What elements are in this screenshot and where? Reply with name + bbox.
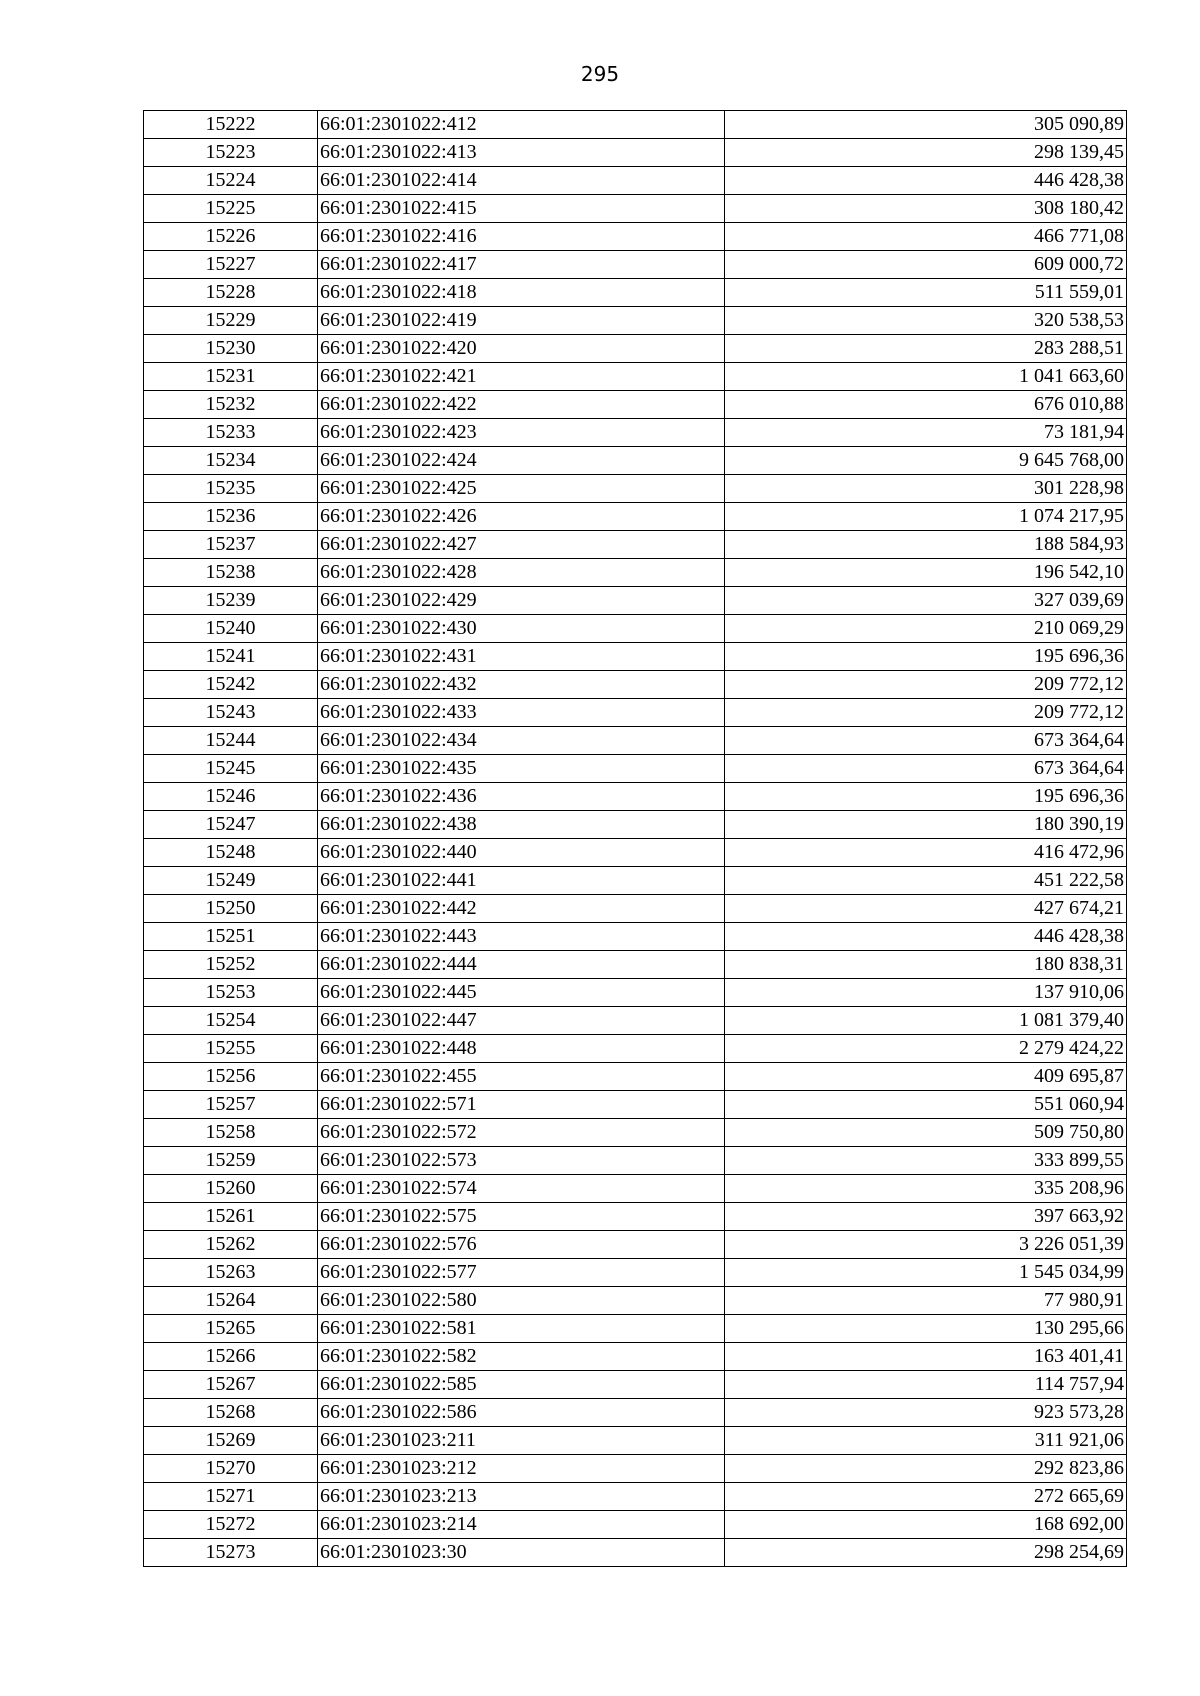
cadastral-value-cell: 209 772,12: [725, 671, 1127, 699]
table-row: [144, 1063, 1127, 1091]
cadastral-number-cell: 66:01:2301022:443: [318, 923, 725, 951]
cadastral-number-cell: 66:01:2301022:574: [318, 1175, 725, 1203]
row-number-cell: 15247: [144, 811, 318, 839]
cadastral-number-cell: 66:01:2301022:573: [318, 1147, 725, 1175]
cadastral-number-cell: 66:01:2301022:582: [318, 1343, 725, 1371]
cadastral-value-cell: 292 823,86: [725, 1455, 1127, 1483]
cadastral-value-cell: 188 584,93: [725, 531, 1127, 559]
row-number-cell: 15242: [144, 671, 318, 699]
row-number-cell: 15244: [144, 727, 318, 755]
table-row: [144, 1119, 1127, 1147]
cadastral-value-cell: 301 228,98: [725, 475, 1127, 503]
table-row: [144, 1287, 1127, 1315]
table-row: [144, 167, 1127, 195]
cadastral-value-cell: 466 771,08: [725, 223, 1127, 251]
row-number-cell: 15253: [144, 979, 318, 1007]
row-number-cell: 15249: [144, 867, 318, 895]
cadastral-value-cell: 1 081 379,40: [725, 1007, 1127, 1035]
cadastral-number-cell: 66:01:2301022:420: [318, 335, 725, 363]
cadastral-value-cell: 305 090,89: [725, 111, 1127, 139]
row-number-cell: 15223: [144, 139, 318, 167]
cadastral-number-cell: 66:01:2301022:575: [318, 1203, 725, 1231]
cadastral-number-cell: 66:01:2301022:421: [318, 363, 725, 391]
cadastral-value-cell: 311 921,06: [725, 1427, 1127, 1455]
row-number-cell: 15228: [144, 279, 318, 307]
table-row: [144, 1511, 1127, 1539]
table-row: [144, 251, 1127, 279]
cadastral-value-cell: 308 180,42: [725, 195, 1127, 223]
cadastral-value-cell: 180 390,19: [725, 811, 1127, 839]
cadastral-number-cell: 66:01:2301022:428: [318, 559, 725, 587]
cadastral-number-cell: 66:01:2301022:447: [318, 1007, 725, 1035]
cadastral-number-cell: 66:01:2301022:432: [318, 671, 725, 699]
table-row: [144, 727, 1127, 755]
cadastral-value-cell: 509 750,80: [725, 1119, 1127, 1147]
cadastral-number-cell: 66:01:2301022:436: [318, 783, 725, 811]
cadastral-number-cell: 66:01:2301023:212: [318, 1455, 725, 1483]
cadastral-number-cell: 66:01:2301022:440: [318, 839, 725, 867]
table-row: [144, 811, 1127, 839]
table-row: [144, 867, 1127, 895]
cadastral-number-cell: 66:01:2301022:429: [318, 587, 725, 615]
cadastral-value-cell: 551 060,94: [725, 1091, 1127, 1119]
cadastral-number-cell: 66:01:2301022:423: [318, 419, 725, 447]
row-number-cell: 15266: [144, 1343, 318, 1371]
table-row: [144, 951, 1127, 979]
row-number-cell: 15250: [144, 895, 318, 923]
row-number-cell: 15235: [144, 475, 318, 503]
cadastral-number-cell: 66:01:2301022:438: [318, 811, 725, 839]
cadastral-number-cell: 66:01:2301022:422: [318, 391, 725, 419]
cadastral-value-cell: 327 039,69: [725, 587, 1127, 615]
table-row: [144, 1175, 1127, 1203]
cadastral-number-cell: 66:01:2301022:433: [318, 699, 725, 727]
row-number-cell: 15264: [144, 1287, 318, 1315]
cadastral-value-cell: 163 401,41: [725, 1343, 1127, 1371]
table-row: [144, 447, 1127, 475]
table-row: [144, 419, 1127, 447]
cadastral-value-cell: 446 428,38: [725, 167, 1127, 195]
table-row: [144, 783, 1127, 811]
cadastral-value-cell: 195 696,36: [725, 643, 1127, 671]
table-row: [144, 1259, 1127, 1287]
cadastral-value-cell: 409 695,87: [725, 1063, 1127, 1091]
cadastral-value-cell: 272 665,69: [725, 1483, 1127, 1511]
cadastral-number-cell: 66:01:2301022:430: [318, 615, 725, 643]
cadastral-value-cell: 427 674,21: [725, 895, 1127, 923]
row-number-cell: 15232: [144, 391, 318, 419]
cadastral-number-cell: 66:01:2301022:585: [318, 1371, 725, 1399]
table-row: [144, 671, 1127, 699]
table-row: [144, 139, 1127, 167]
cadastral-number-cell: 66:01:2301022:586: [318, 1399, 725, 1427]
row-number-cell: 15230: [144, 335, 318, 363]
cadastral-number-cell: 66:01:2301022:572: [318, 1119, 725, 1147]
table-row: [144, 1399, 1127, 1427]
table-row: [144, 1315, 1127, 1343]
table-row: [144, 895, 1127, 923]
cadastral-number-cell: 66:01:2301022:577: [318, 1259, 725, 1287]
row-number-cell: 15229: [144, 307, 318, 335]
cadastral-value-cell: 511 559,01: [725, 279, 1127, 307]
cadastral-value-cell: 451 222,58: [725, 867, 1127, 895]
cadastral-value-table: [143, 110, 1127, 1567]
cadastral-value-cell: 1 074 217,95: [725, 503, 1127, 531]
cadastral-number-cell: 66:01:2301022:442: [318, 895, 725, 923]
cadastral-value-cell: 77 980,91: [725, 1287, 1127, 1315]
table-row: [144, 223, 1127, 251]
cadastral-number-cell: 66:01:2301022:448: [318, 1035, 725, 1063]
row-number-cell: 15248: [144, 839, 318, 867]
table-row: [144, 363, 1127, 391]
row-number-cell: 15254: [144, 1007, 318, 1035]
cadastral-number-cell: 66:01:2301022:580: [318, 1287, 725, 1315]
table-row: [144, 279, 1127, 307]
cadastral-number-cell: 66:01:2301023:213: [318, 1483, 725, 1511]
table-row: [144, 923, 1127, 951]
cadastral-value-cell: 196 542,10: [725, 559, 1127, 587]
table-row: [144, 531, 1127, 559]
table-row: [144, 1343, 1127, 1371]
cadastral-value-cell: 114 757,94: [725, 1371, 1127, 1399]
cadastral-number-cell: 66:01:2301022:418: [318, 279, 725, 307]
row-number-cell: 15224: [144, 167, 318, 195]
row-number-cell: 15241: [144, 643, 318, 671]
cadastral-number-cell: 66:01:2301022:445: [318, 979, 725, 1007]
row-number-cell: 15239: [144, 587, 318, 615]
table-row: [144, 391, 1127, 419]
cadastral-number-cell: 66:01:2301022:413: [318, 139, 725, 167]
table-row: [144, 1231, 1127, 1259]
cadastral-number-cell: 66:01:2301022:426: [318, 503, 725, 531]
table-row: [144, 307, 1127, 335]
row-number-cell: 15231: [144, 363, 318, 391]
cadastral-value-cell: 676 010,88: [725, 391, 1127, 419]
cadastral-number-cell: 66:01:2301022:441: [318, 867, 725, 895]
cadastral-number-cell: 66:01:2301022:425: [318, 475, 725, 503]
cadastral-value-cell: 168 692,00: [725, 1511, 1127, 1539]
row-number-cell: 15263: [144, 1259, 318, 1287]
table-row: [144, 1091, 1127, 1119]
row-number-cell: 15256: [144, 1063, 318, 1091]
row-number-cell: 15260: [144, 1175, 318, 1203]
row-number-cell: 15265: [144, 1315, 318, 1343]
cadastral-number-cell: 66:01:2301022:424: [318, 447, 725, 475]
cadastral-value-cell: 673 364,64: [725, 727, 1127, 755]
table-row: [144, 1455, 1127, 1483]
cadastral-number-cell: 66:01:2301022:427: [318, 531, 725, 559]
table-row: [144, 1427, 1127, 1455]
row-number-cell: 15233: [144, 419, 318, 447]
cadastral-value-cell: 130 295,66: [725, 1315, 1127, 1343]
cadastral-value-cell: 298 139,45: [725, 139, 1127, 167]
cadastral-value-cell: 397 663,92: [725, 1203, 1127, 1231]
row-number-cell: 15245: [144, 755, 318, 783]
cadastral-value-cell: 320 538,53: [725, 307, 1127, 335]
row-number-cell: 15272: [144, 1511, 318, 1539]
table-row: [144, 503, 1127, 531]
row-number-cell: 15238: [144, 559, 318, 587]
cadastral-number-cell: 66:01:2301022:581: [318, 1315, 725, 1343]
table-row: [144, 559, 1127, 587]
table-row: [144, 1539, 1127, 1567]
table-row: [144, 475, 1127, 503]
table-row: [144, 1483, 1127, 1511]
row-number-cell: 15262: [144, 1231, 318, 1259]
row-number-cell: 15268: [144, 1399, 318, 1427]
row-number-cell: 15227: [144, 251, 318, 279]
row-number-cell: 15251: [144, 923, 318, 951]
table-row: [144, 643, 1127, 671]
table-row: [144, 1007, 1127, 1035]
cadastral-number-cell: 66:01:2301022:431: [318, 643, 725, 671]
table-row: [144, 755, 1127, 783]
cadastral-value-cell: 416 472,96: [725, 839, 1127, 867]
cadastral-number-cell: 66:01:2301022:412: [318, 111, 725, 139]
row-number-cell: 15259: [144, 1147, 318, 1175]
cadastral-value-cell: 137 910,06: [725, 979, 1127, 1007]
cadastral-number-cell: 66:01:2301022:417: [318, 251, 725, 279]
row-number-cell: 15246: [144, 783, 318, 811]
cadastral-value-cell: 210 069,29: [725, 615, 1127, 643]
cadastral-number-cell: 66:01:2301022:444: [318, 951, 725, 979]
row-number-cell: 15255: [144, 1035, 318, 1063]
table-row: [144, 1371, 1127, 1399]
row-number-cell: 15261: [144, 1203, 318, 1231]
cadastral-value-cell: 446 428,38: [725, 923, 1127, 951]
cadastral-value-cell: 335 208,96: [725, 1175, 1127, 1203]
cadastral-value-cell: 180 838,31: [725, 951, 1127, 979]
row-number-cell: 15222: [144, 111, 318, 139]
row-number-cell: 15269: [144, 1427, 318, 1455]
cadastral-number-cell: 66:01:2301023:214: [318, 1511, 725, 1539]
table-body: [144, 111, 1127, 1567]
row-number-cell: 15267: [144, 1371, 318, 1399]
cadastral-value-cell: 3 226 051,39: [725, 1231, 1127, 1259]
table-row: [144, 195, 1127, 223]
cadastral-value-cell: 923 573,28: [725, 1399, 1127, 1427]
cadastral-value-cell: 298 254,69: [725, 1539, 1127, 1567]
table-row: [144, 839, 1127, 867]
row-number-cell: 15243: [144, 699, 318, 727]
row-number-cell: 15252: [144, 951, 318, 979]
cadastral-number-cell: 66:01:2301022:434: [318, 727, 725, 755]
row-number-cell: 15237: [144, 531, 318, 559]
cadastral-value-cell: 195 696,36: [725, 783, 1127, 811]
cadastral-value-cell: 73 181,94: [725, 419, 1127, 447]
cadastral-number-cell: 66:01:2301022:435: [318, 755, 725, 783]
cadastral-value-cell: 209 772,12: [725, 699, 1127, 727]
cadastral-value-cell: 1 041 663,60: [725, 363, 1127, 391]
cadastral-number-cell: 66:01:2301022:415: [318, 195, 725, 223]
cadastral-value-cell: 9 645 768,00: [725, 447, 1127, 475]
row-number-cell: 15258: [144, 1119, 318, 1147]
table-row: [144, 111, 1127, 139]
cadastral-value-cell: 333 899,55: [725, 1147, 1127, 1175]
row-number-cell: 15257: [144, 1091, 318, 1119]
cadastral-value-cell: 1 545 034,99: [725, 1259, 1127, 1287]
cadastral-number-cell: 66:01:2301022:455: [318, 1063, 725, 1091]
cadastral-number-cell: 66:01:2301022:419: [318, 307, 725, 335]
row-number-cell: 15271: [144, 1483, 318, 1511]
cadastral-number-cell: 66:01:2301022:571: [318, 1091, 725, 1119]
page-number: 295: [580, 62, 620, 86]
row-number-cell: 15240: [144, 615, 318, 643]
cadastral-value-cell: 673 364,64: [725, 755, 1127, 783]
cadastral-number-cell: 66:01:2301022:416: [318, 223, 725, 251]
row-number-cell: 15236: [144, 503, 318, 531]
cadastral-number-cell: 66:01:2301023:30: [318, 1539, 725, 1567]
row-number-cell: 15270: [144, 1455, 318, 1483]
row-number-cell: 15234: [144, 447, 318, 475]
table-row: [144, 1147, 1127, 1175]
cadastral-number-cell: 66:01:2301023:211: [318, 1427, 725, 1455]
cadastral-number-cell: 66:01:2301022:414: [318, 167, 725, 195]
table-row: [144, 1035, 1127, 1063]
cadastral-value-cell: 609 000,72: [725, 251, 1127, 279]
table-row: [144, 699, 1127, 727]
table-row: [144, 615, 1127, 643]
cadastral-value-cell: 283 288,51: [725, 335, 1127, 363]
table-row: [144, 587, 1127, 615]
cadastral-value-cell: 2 279 424,22: [725, 1035, 1127, 1063]
table-row: [144, 979, 1127, 1007]
cadastral-number-cell: 66:01:2301022:576: [318, 1231, 725, 1259]
row-number-cell: 15226: [144, 223, 318, 251]
row-number-cell: 15225: [144, 195, 318, 223]
table-row: [144, 1203, 1127, 1231]
row-number-cell: 15273: [144, 1539, 318, 1567]
table-row: [144, 335, 1127, 363]
